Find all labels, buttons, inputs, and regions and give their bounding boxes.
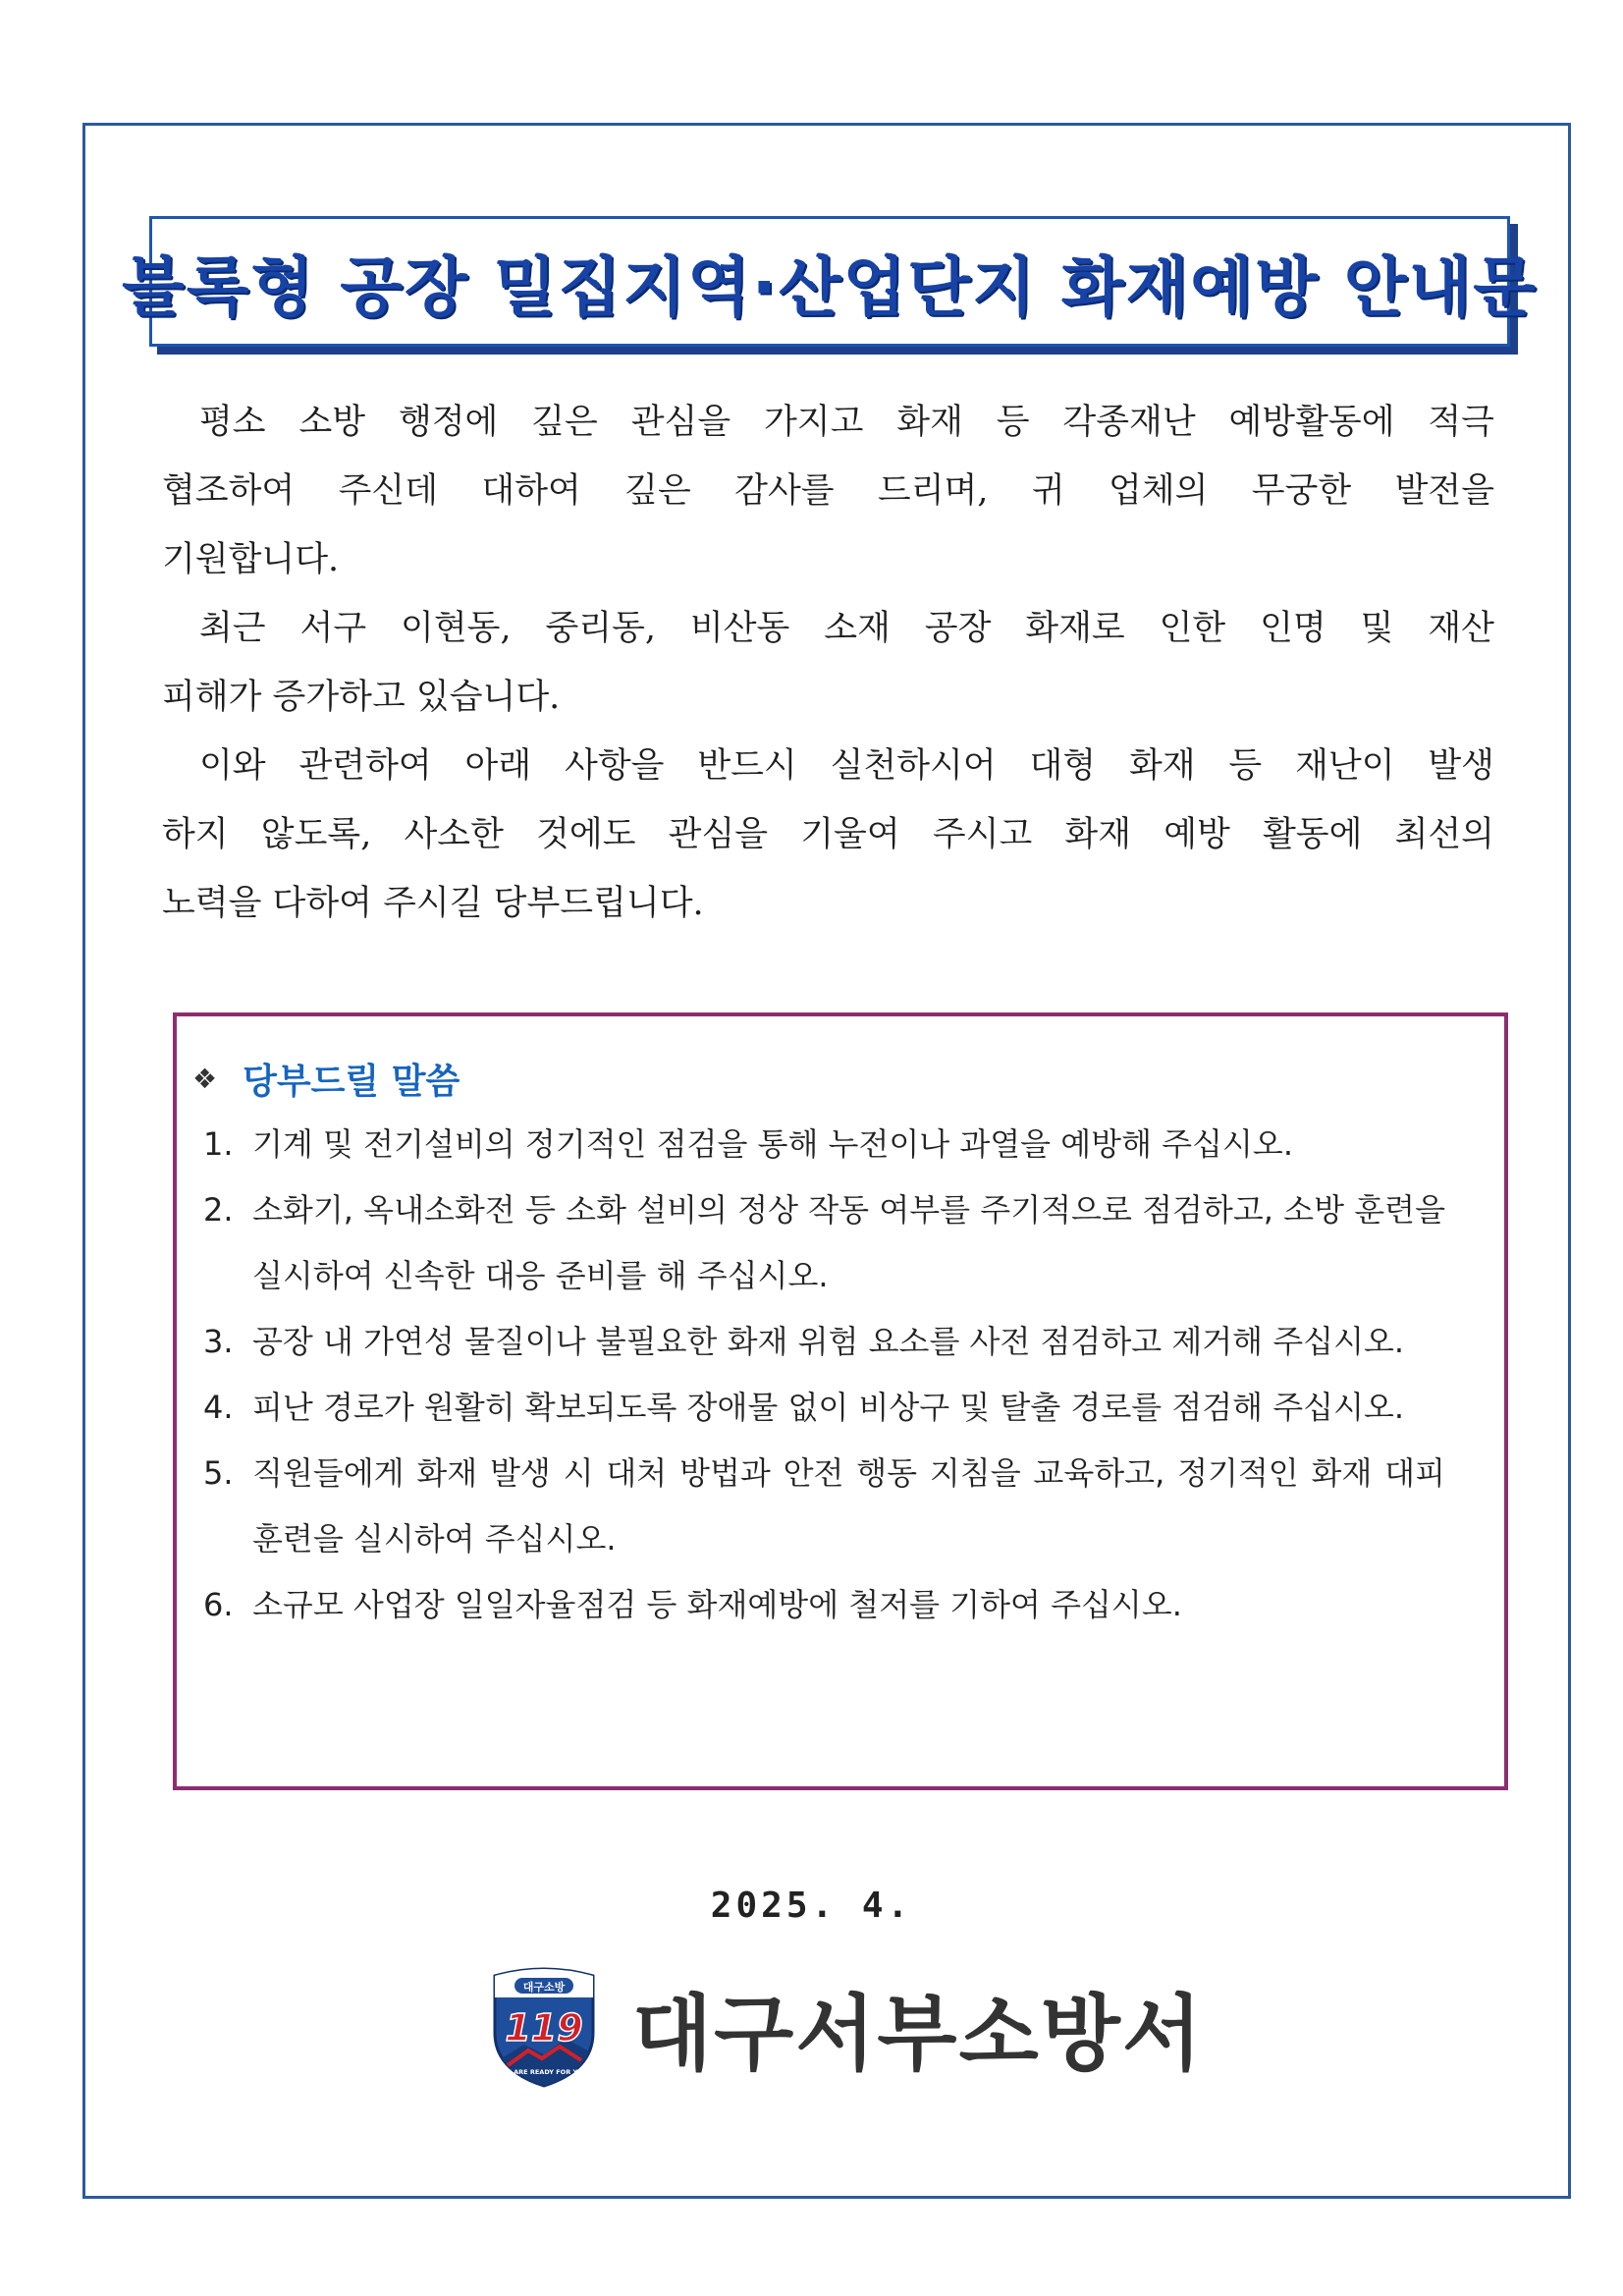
emblem-number: 119 [505, 2006, 583, 2050]
item-number: 5. [203, 1454, 234, 1492]
request-header [192, 1054, 460, 1104]
item-text: 공장 내 가연성 물질이나 불필요한 화재 위험 요소를 사전 점검하고 제거해 주십시오. [252, 1323, 1405, 1360]
intro-line: 노력을 다하여 주시길 당부드립니다. [162, 884, 704, 923]
list-item [203, 1177, 1445, 1309]
item-number: 2. [203, 1191, 234, 1229]
item-number: 6. [203, 1586, 234, 1623]
fire-department-emblem-icon [485, 1964, 603, 2090]
item-text: 직원들에게 화재 발생 시 대처 방법과 안전 행동 지침을 교육하고, 정기적인 화재 대피 훈련을 실시하여 주십시오. [252, 1454, 1445, 1558]
item-number: 4. [203, 1389, 234, 1426]
organization-signature [485, 1964, 1204, 2090]
list-item [203, 1572, 1445, 1638]
document-title: 블록형 공장 밀집지역·산업단지 화재예방 안내문 [121, 249, 1539, 325]
intro-line: 최근 서구 이현동, 중리동, 비산동 소재 공장 화재로 인한 인명 및 재산 [199, 609, 1494, 648]
diamond-bullet-icon: ❖ [192, 1062, 218, 1095]
intro-line: 평소 소방 행정에 깊은 관심을 가지고 화재 등 각종재난 예방활동에 적극 [199, 403, 1494, 442]
emblem-top-text: 대구소방 [522, 1981, 566, 1994]
item-text: 피난 경로가 원활히 확보되도록 장애물 없이 비상구 및 탈출 경로를 점검해 주십시오. [252, 1389, 1405, 1426]
list-item [203, 1441, 1445, 1572]
document-date: 2025. 4. [710, 1886, 913, 1926]
list-item [203, 1375, 1445, 1441]
intro-line: 기원합니다. [162, 540, 340, 579]
intro-line: 이와 관련하여 아래 사항을 반드시 실천하시어 대형 화재 등 재난이 발생 [199, 746, 1494, 786]
organization-name: 대구서부소방서 [632, 1985, 1205, 2082]
title-box [121, 216, 1539, 347]
list-item [203, 1112, 1445, 1177]
intro-section [162, 388, 1494, 938]
item-text: 소규모 사업장 일일자율점검 등 화재예방에 철저를 기하여 주십시오. [252, 1586, 1182, 1623]
item-text: 기계 및 전기설비의 정기적인 점검을 통해 누전이나 과열을 예방해 주십시오. [252, 1125, 1293, 1163]
item-number: 3. [203, 1323, 234, 1360]
intro-line: 협조하여 주신데 대하여 깊은 감사를 드리며, 귀 업체의 무궁한 발전을 [162, 471, 1494, 511]
intro-line: 하지 않도록, 사소한 것에도 관심을 기울여 주시고 화재 예방 활동에 최선의 [162, 815, 1494, 854]
list-item [203, 1309, 1445, 1375]
item-text: 소화기, 옥내소화전 등 소화 설비의 정상 작동 여부를 주기적으로 점검하고, 소방 훈련을 실시하여 신속한 대응 준비를 해 주십시오. [252, 1191, 1445, 1294]
item-number: 1. [203, 1125, 234, 1163]
request-list [203, 1112, 1445, 1638]
emblem-bottom-text: WE ARE READY FOR YOU [500, 2068, 588, 2076]
intro-line: 피해가 증가하고 있습니다. [162, 678, 561, 717]
request-title: 당부드릴 말씀 [243, 1061, 460, 1102]
